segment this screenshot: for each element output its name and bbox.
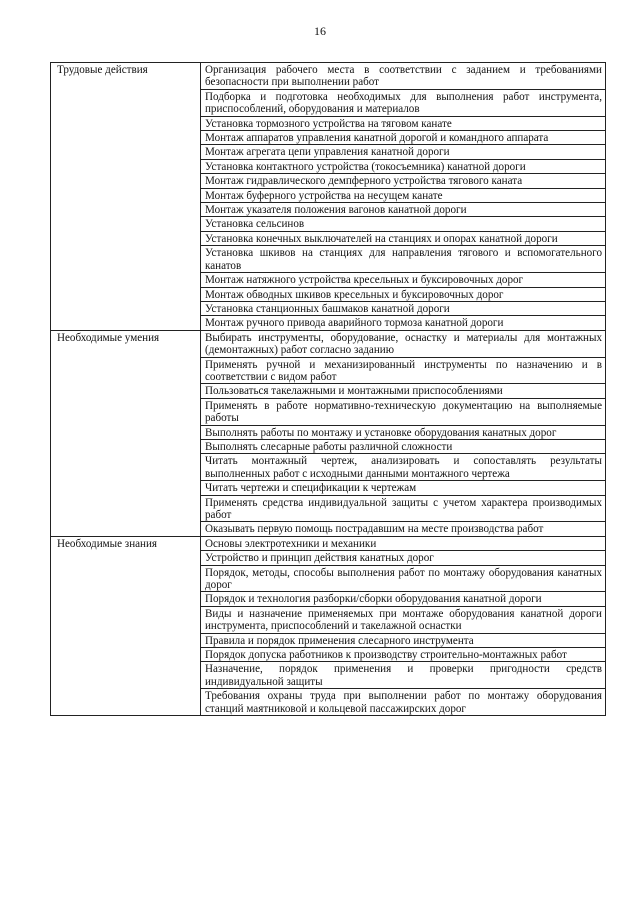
section-item: Монтаж обводных шкивов кресельных и буксировочных дорог	[201, 287, 606, 301]
section-item: Установка контактного устройства (токосъемника) канатной дороги	[201, 159, 606, 173]
section-item: Требования охраны труда при выполнении работ по монтажу оборудования станций маятниковой и кольцевой пассажирских дорог	[201, 689, 606, 716]
table-row	[51, 330, 606, 357]
section-item: Читать монтажный чертеж, анализировать и сопоставлять результаты выполненных работ с исходными данными монтажного чертежа	[201, 454, 606, 481]
section-item: Монтаж гидравлического демпферного устройства тягового каната	[201, 174, 606, 188]
section-title: Необходимые умения	[51, 330, 201, 536]
table-row	[51, 63, 606, 90]
section-item: Виды и назначение применяемых при монтаже оборудования канатной дороги инструмента, приспособлений и такелажной оснастки	[201, 606, 606, 633]
section-item: Порядок допуска работников к производству строительно-монтажных работ	[201, 648, 606, 662]
section-item: Организация рабочего места в соответствии с заданием и требованиями безопасности при выполнении работ	[201, 63, 606, 90]
competency-table	[50, 62, 606, 716]
section-item: Устройство и принцип действия канатных дорог	[201, 551, 606, 565]
section-item: Выполнять слесарные работы различной сложности	[201, 439, 606, 453]
section-item: Подборка и подготовка необходимых для выполнения работ инструмента, приспособлений, оборудования и материалов	[201, 89, 606, 116]
section-item: Монтаж буферного устройства на несущем канате	[201, 188, 606, 202]
section-item: Порядок, методы, способы выполнения работ по монтажу оборудования канатных дорог	[201, 565, 606, 592]
section-item: Применять в работе нормативно-техническую документацию на выполняемые работы	[201, 398, 606, 425]
section-item: Выбирать инструменты, оборудование, оснастку и материалы для монтажных (демонтажных) работ согласно заданию	[201, 330, 606, 357]
section-title: Трудовые действия	[51, 63, 201, 331]
section-item: Установка станционных башмаков канатной дороги	[201, 301, 606, 315]
section-item: Читать чертежи и спецификации к чертежам	[201, 481, 606, 495]
section-item: Назначение, порядок применения и проверки пригодности средств индивидуальной защиты	[201, 662, 606, 689]
section-item: Монтаж указателя положения вагонов канатной дороги	[201, 203, 606, 217]
table-row	[51, 536, 606, 550]
section-item: Установка сельсинов	[201, 217, 606, 231]
section-item: Монтаж аппаратов управления канатной дорогой и командного аппарата	[201, 131, 606, 145]
section-item: Правила и порядок применения слесарного инструмента	[201, 633, 606, 647]
section-item: Основы электротехники и механики	[201, 536, 606, 550]
section-item: Монтаж ручного привода аварийного тормоза канатной дороги	[201, 316, 606, 330]
section-item: Выполнять работы по монтажу и установке оборудования канатных дорог	[201, 425, 606, 439]
section-item: Установка тормозного устройства на тяговом канате	[201, 116, 606, 130]
section-item: Пользоваться такелажными и монтажными приспособлениями	[201, 384, 606, 398]
page-number: 16	[314, 24, 326, 38]
section-item: Применять ручной и механизированный инструменты по назначению и в соответствии с видом работ	[201, 357, 606, 384]
section-title: Необходимые знания	[51, 536, 201, 715]
section-item: Порядок и технология разборки/сборки оборудования канатной дороги	[201, 592, 606, 606]
section-item: Монтаж агрегата цепи управления канатной дороги	[201, 145, 606, 159]
section-item: Установка конечных выключателей на станциях и опорах канатной дороги	[201, 231, 606, 245]
section-item: Применять средства индивидуальной защиты с учетом характера производимых работ	[201, 495, 606, 522]
section-item: Оказывать первую помощь пострадавшим на месте производства работ	[201, 522, 606, 536]
section-item: Установка шкивов на станциях для направления тягового и вспомогательного канатов	[201, 246, 606, 273]
section-item: Монтаж натяжного устройства кресельных и буксировочных дорог	[201, 273, 606, 287]
